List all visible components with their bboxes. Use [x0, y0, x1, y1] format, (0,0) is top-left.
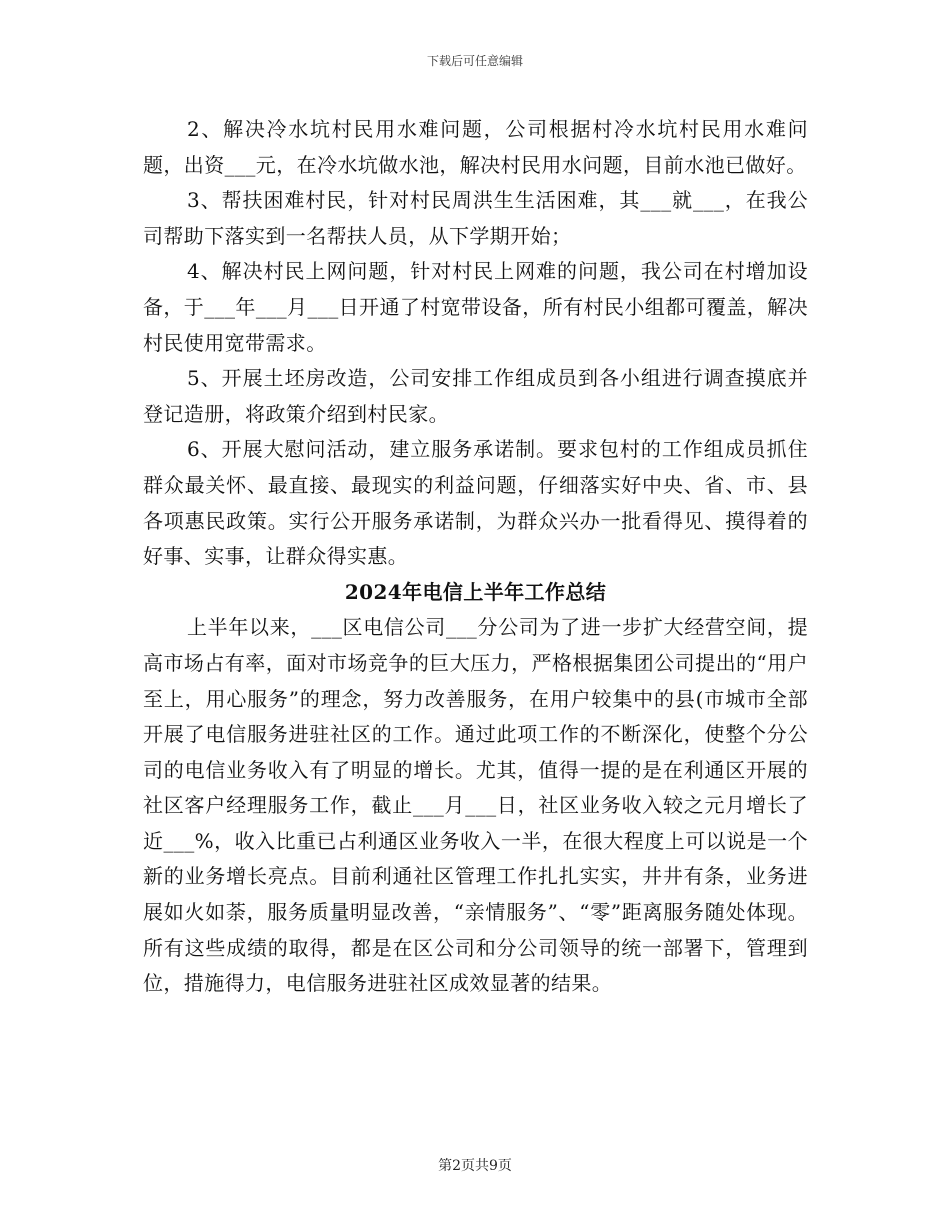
page-number: 第2页共9页	[438, 1158, 512, 1174]
document-body	[143, 112, 808, 1002]
page-header: 下载后可任意编辑	[426, 54, 523, 68]
paragraph-item-5: 5、开展土坯房改造，公司安排工作组成员到各小组进行调查摸底并登记造册，将政策介绍到村民家。	[143, 366, 808, 426]
paragraph-item-3: 3、帮扶困难村民，针对村民周洪生生活困难，其___就___，在我公司帮助下落实到一名帮扶人员，从下学期开始；	[143, 188, 808, 248]
paragraph-item-6: 6、开展大慰问活动，建立服务承诺制。要求包村的工作组成员抓住群众最关怀、最直接、最现实的利益问题，仔细落实好中央、省、市、县各项惠民政策。实行公开服务承诺制，为群众兴办一批看得见、摸得着的好事、实事，让群众得实惠。	[143, 437, 808, 569]
section-body: 上半年以来，___区电信公司___分公司为了进一步扩大经营空间，提高市场占有率，面对市场竞争的巨大压力，严格根据集团公司提出的“用户至上，用心服务”的理念，努力改善服务，在用户较集中的县(市城市全部开展了电信服务进驻社区的工作。通过此项工作的不断深化，使整个分公司的电信业务收入有了明显的增长。尤其，值得一提的是在利通区开展的社区客户经理服务工作，截止___月___日，社区业务收入较之元月增长了近___%，收入比重已占利通区业务收入一半，在很大程度上可以说是一个新的业务增长亮点。目前利通社区管理工作扎扎实实，井井有条，业务进展如火如荼，服务质量明显改善，“亲情服务”、“零”距离服务随处体现。所有这些成绩的取得，都是在区公司和分公司领导的统一部署下，管理到位，措施得力，电信服务进驻社区成效显著的结果。	[143, 615, 808, 996]
paragraph-item-4: 4、解决村民上网问题，针对村民上网难的问题，我公司在村增加设备，于___年___月___日开通了村宽带设备，所有村民小组都可覆盖，解决村民使用宽带需求。	[143, 259, 808, 355]
section-title: 2024年电信上半年工作总结	[344, 579, 607, 604]
paragraph-item-2: 2、解决冷水坑村民用水难问题，公司根据村冷水坑村民用水难问题，出资___元，在冷水坑做水池，解决村民用水问题，目前水池已做好。	[143, 117, 808, 177]
